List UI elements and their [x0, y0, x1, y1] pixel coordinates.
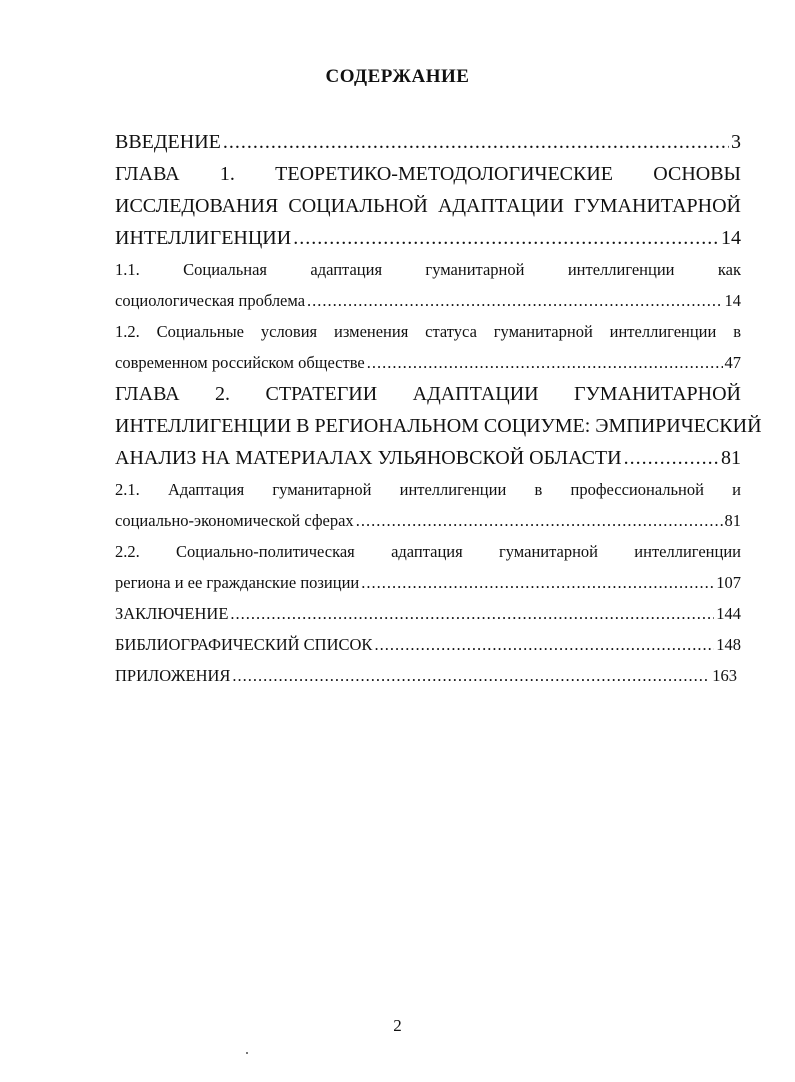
toc-entry-appendix: [115, 660, 737, 691]
dot-leader: [293, 222, 719, 254]
toc-label: ИНТЕЛЛИГЕНЦИИ: [115, 227, 292, 249]
toc-page: 144: [716, 604, 741, 623]
toc-page: 47: [724, 353, 741, 372]
dot-leader: [367, 347, 723, 378]
dot-leader: [223, 126, 729, 158]
dot-leader: [624, 442, 719, 474]
dot-leader: [361, 567, 714, 598]
toc-entry-chapter-2: [115, 378, 762, 474]
toc-page: 163: [712, 666, 737, 685]
toc-page: 107: [716, 573, 741, 592]
toc-label: ВВЕДЕНИЕ: [115, 131, 221, 153]
toc-label: региона и ее гражданские позиции: [115, 573, 360, 592]
dot-leader: [356, 505, 723, 536]
toc-line: ГЛАВА 1. ТЕОРЕТИКО-МЕТОДОЛОГИЧЕСКИЕ ОСНОВЫ: [115, 163, 741, 185]
toc-entry-conclusion: [115, 598, 741, 629]
toc-label: АНАЛИЗ НА МАТЕРИАЛАХ УЛЬЯНОВСКОЙ ОБЛАСТИ: [115, 447, 622, 469]
toc-line: 2.1. Адаптация гуманитарной интеллигенции в профессиональной и: [115, 480, 741, 499]
toc-page: 14: [724, 291, 741, 310]
toc-entry-intro: [115, 126, 741, 158]
toc-page: 3: [731, 131, 741, 153]
toc-line: ГЛАВА 2. СТРАТЕГИИ АДАПТАЦИИ ГУМАНИТАРНОЙ: [115, 383, 741, 405]
toc-line: 2.2. Социально-политическая адаптация гуманитарной интеллигенции: [115, 542, 741, 561]
toc-label: БИБЛИОГРАФИЧЕСКИЙ СПИСОК: [115, 635, 373, 654]
toc-entry-section-1-2: [115, 316, 741, 378]
toc-line: ИНТЕЛЛИГЕНЦИИ В РЕГИОНАЛЬНОМ СОЦИУМЕ: ЭМПИРИЧЕСКИЙ: [115, 415, 762, 437]
toc-page: 81: [721, 447, 741, 469]
toc-page: 81: [724, 511, 741, 530]
toc-entry-section-2-2: [115, 536, 741, 598]
toc-label: социально-экономической сферах: [115, 511, 354, 530]
toc-line: 1.1. Социальная адаптация гуманитарной интеллигенции как: [115, 260, 741, 279]
dot-leader: [232, 660, 710, 691]
dot-leader: [230, 598, 714, 629]
toc-page: 14: [721, 227, 741, 249]
toc-line: 1.2. Социальные условия изменения статуса гуманитарной интеллигенции в: [115, 322, 741, 341]
toc-label: современном российском обществе: [115, 353, 365, 372]
page-title: СОДЕРЖАНИЕ: [325, 66, 470, 87]
toc-entry-chapter-1: [115, 158, 741, 254]
page-number: 2: [393, 1016, 402, 1035]
dot-leader: [374, 629, 714, 660]
toc-label: социологическая проблема: [115, 291, 306, 310]
toc-entry-section-1-1: [115, 254, 741, 316]
dot-leader: [307, 285, 722, 316]
toc-line: ИССЛЕДОВАНИЯ СОЦИАЛЬНОЙ АДАПТАЦИИ ГУМАНИТАРНОЙ: [115, 195, 741, 217]
toc-entry-bibliography: [115, 629, 741, 660]
toc-page: 148: [716, 635, 741, 654]
table-of-contents: [115, 126, 762, 691]
toc-label: ЗАКЛЮЧЕНИЕ: [115, 604, 229, 623]
toc-entry-section-2-1: [115, 474, 741, 536]
scan-speck: [246, 1052, 248, 1054]
toc-label: ПРИЛОЖЕНИЯ: [115, 666, 231, 685]
